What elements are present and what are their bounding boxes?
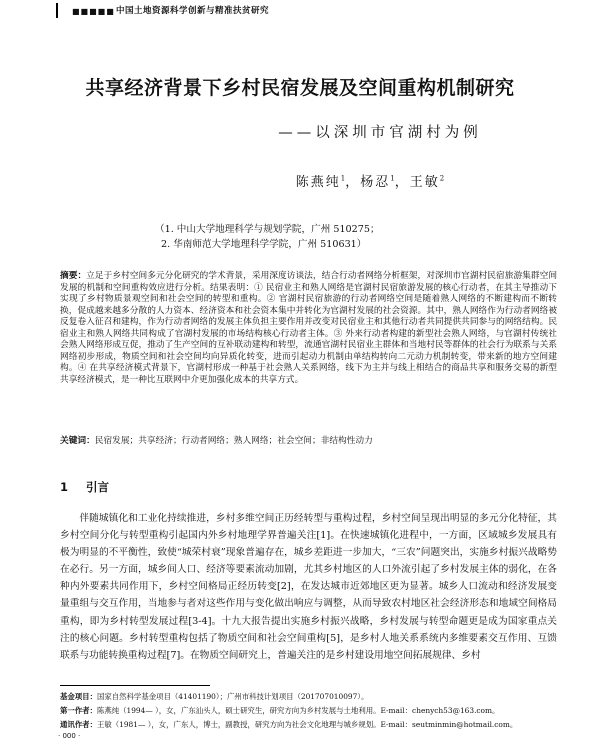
author-name: 杨忍 — [360, 175, 391, 190]
section-number: 1 — [60, 480, 69, 494]
footnotes — [60, 690, 557, 732]
author-affil-mark: 1 — [340, 174, 346, 183]
header-bracket — [56, 3, 62, 18]
author-affil-mark: 1 — [390, 174, 395, 183]
footnote-corresponding-author — [60, 718, 557, 732]
body-paragraph: 伴随城镇化和工业化持续推进，乡村多维空间正历经转型与重构过程，乡村空间呈现出明显的多元分化特征，其乡村空间分化与转型重构引起国内外乡村地理学界普遍关注[1]。在快速城镇化进程中，一方面，区域城乡发展具有极为明显的不平衡性，致使“城荣村衰”现象普遍存在，城乡差距进一步加大，“三农”问题突出，实施乡村振兴战略势在必行。另一方面，城乡间人口、经济等要素流动加剧，尤其乡村地区的人口外流引起了乡村发展主体的弱化，在各种内外要素共同作用下，乡村空间格局正经历转变[2]，在发达城市近郊地区更为显著。城乡人口流动和经济发展变量重组与交互作用，当地参与者对这些作用与变化做出响应与调整，从而导致农村地区社会经济形态和地域空间格局重构，即为乡村转型发展过程[3-4]。十九大报告提出实施乡村振兴战略，乡村发展与转型命题更是成为国家重点关注的核心问题。乡村转型重构包括了物质空间和社会空间重构[5]，是乡村人地关系系统内多维要素交互作用、互馈联系与功能转换重构过程[7]。在物质空间研究上，普遍关注的是乡村建设用地空间拓展规律、乡村 — [60, 513, 557, 661]
abstract-text: 立足于乡村空间多元分化研究的学术背景，采用深度访谈法，结合行动者网络分析框架，对深圳市官湖村民宿旅游集群空间发展的机制和空间重构效应进行分析。结果表明：① 民宿业主和熟人网络是官湖村民宿旅游发展的核心行动者，在其主导推动下实现了乡村物质景观空间和社会空间的转型和重构。② 官湖村民宿旅游的行动者网络空间是随着熟人网络的不断建构而不断转换，促成越来越多分散的人力资本、经济资本和社会资本集中并转化为官湖村发展的社会资源。其中，熟人网络作为行动者网络被反复卷入征召和建构，作为行动者网络的发展主体负担主要作用并改变对民宿业主和其他行动者共同提供共同参与的网络结构。民宿业主和熟人网络共同构成了官湖村发展的市场结构核心行动者主体。③ 外来行动者构建的新型社会熟人网络，与官湖村传统社会熟人网络形成互促，推动了生产空间的互补联动建构和转型，流通官湖村民宿业主群体和当地村民等群体的社会行为联系与关系网络初步形成，物质空间和社会空间均向异质化转变，进而引起动力机制由单结构转向二元动力机制转变，带来新的地方空间建构。④ 在共享经济模式背景下，官湖村形成一种基于社会熟人关系网络，线下为主并与线上相结合的商品共享和服务交易的新型共享经济模式，是一种比互联网中介更加强化成本的共享方式。 — [60, 271, 558, 385]
section-heading — [60, 479, 109, 495]
author-separator: ， — [394, 175, 410, 190]
author-separator: ， — [345, 175, 361, 190]
footnote-label: 基金项目： — [60, 692, 97, 701]
header-squares: ■■■■■ — [72, 7, 115, 16]
footnote-text: 陈燕纯（1994— ），女，广东汕头人，硕士研究生，研究方向为乡村发展与土地利用。E-mail：chenych53@163.com。 — [96, 706, 500, 715]
footnote-label: 第一作者： — [60, 706, 97, 715]
author-name: 王敏 — [409, 175, 440, 190]
footnote-divider — [60, 685, 210, 686]
affiliations — [155, 222, 380, 252]
author-list — [0, 171, 600, 190]
paper-subtitle: ——以深圳市官湖村为例 — [278, 125, 482, 141]
page-number: · 000 · — [58, 732, 81, 740]
footnote-text: 国家自然科学基金项目（41401190）；广州市科技计划项目（201707010097）。 — [96, 692, 369, 701]
affiliation-line: 2. 华南师范大学地理科学学院，广州 510631） — [161, 239, 367, 250]
footnote-first-author — [60, 704, 557, 718]
footnote-label: 通讯作者： — [60, 720, 97, 729]
author-name: 陈燕纯 — [295, 175, 341, 190]
paper-title: 共享经济背景下乡村民宿发展及空间重构机制研究 — [85, 77, 515, 99]
running-header — [52, 3, 600, 19]
author-affil-mark: 2 — [439, 174, 445, 183]
keywords — [60, 435, 557, 447]
header-text: 中国土地资源科学创新与精准扶贫研究 — [116, 6, 270, 16]
abstract-label: 摘要： — [60, 271, 87, 281]
keywords-text: 民宿发展；共享经济；行动者网络；熟人网络；社会空间；非结构性动力 — [94, 436, 373, 446]
footnote-funding — [60, 690, 557, 704]
keywords-label: 关键词： — [60, 436, 95, 446]
affiliation-line: （1. 中山大学地理科学与规划学院，广州 510275； — [155, 224, 380, 235]
footnote-text: 王敏（1981— ），女，广东人，博士，副教授，研究方向为社会文化地理与城乡规划。E-mail：seutminmin@hotmail.com。 — [96, 720, 518, 729]
abstract — [60, 271, 557, 386]
section-title: 引言 — [86, 480, 109, 494]
